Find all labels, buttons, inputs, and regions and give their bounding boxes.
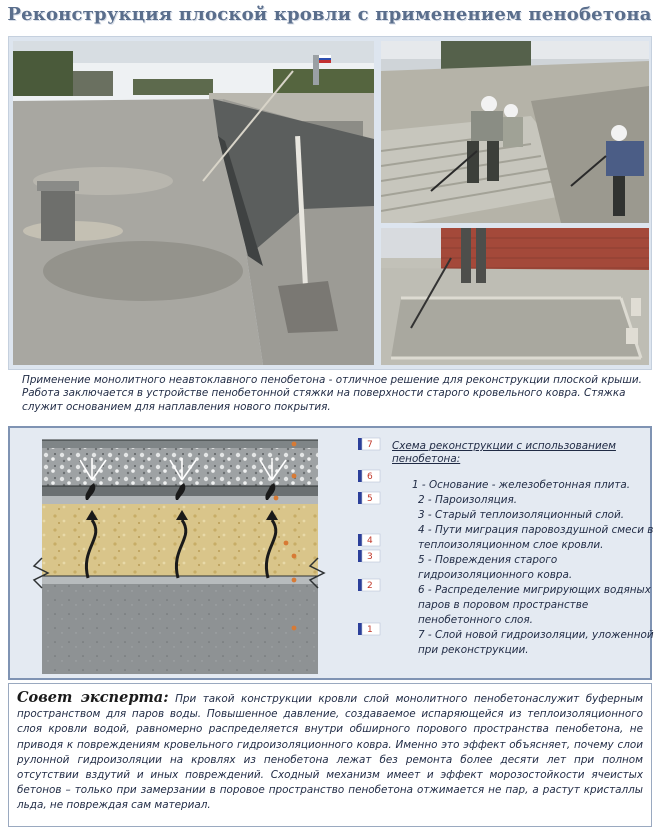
screed-formwork-photo: [381, 228, 649, 365]
expert-advice-text: [17, 690, 643, 814]
scheme-legend: [392, 440, 654, 658]
marker-4: [358, 534, 380, 546]
marker-1: [358, 623, 380, 635]
svg-text:4: 4: [367, 536, 373, 546]
expert-advice-heading: Совет эксперта:: [17, 689, 169, 706]
svg-text:3: 3: [367, 552, 373, 562]
legend-item: 7 - Слой новой гидроизоляции, уложенной при реконструкции.: [418, 629, 654, 656]
layer-vapor-barrier: [42, 576, 318, 584]
svg-text:6: 6: [367, 472, 373, 482]
marker-7: [358, 438, 380, 450]
workers-pouring-photo: [381, 41, 649, 223]
legend-item: 2 - Пароизоляция.: [418, 494, 518, 506]
legend-item: 6 - Распределение мигрирующих водяных паров в поровом пространстве пенобетонного слоя.: [418, 584, 651, 626]
marker-3: [358, 550, 380, 562]
marker-6: [358, 470, 380, 482]
legend-item: 1 - Основание - железобетонная плита.: [412, 479, 631, 491]
expert-advice-body: При такой конструкции кровли слой монолитного пенобетонаслужит буферным пространством для паров воды. Повышенное давление, создаваемое испаряющейся из теплоизоляционного слоя кровли водой, равномерно распределяется внутри обширного порового пространства пенобетона, не приводя к повреждениям кровельного гидроизоляционного ковра. Именно это эффект объясняет, почему слои рулонной гидроизоляции на кровлях из пенобетона лежат без ремонта более десяти лет при полном отсутствии вздутий и иных повреждений. Сходный механизм имеет и эффект морозостойкости ячеистых бетонов – только при замерзании в поровое пространство пенобетона отжимается не пар, а растут кристаллы льда, не повреждая сам материал.: [17, 693, 643, 812]
old-roof-photo: [13, 41, 374, 365]
svg-text:5: 5: [367, 494, 373, 504]
roof-layers-diagram: [10, 428, 390, 678]
marker-5: [358, 492, 380, 504]
legend-item: 5 - Повреждения старого гидроизоляционного ковра.: [418, 554, 573, 581]
marker-2: [358, 579, 380, 591]
legend-item: 3 - Старый теплоизоляционный слой.: [418, 509, 625, 521]
legend-item: 4 - Пути миграция паровоздушной смеси в теплоизоляционном слое кровли.: [418, 524, 654, 551]
layer-concrete-slab: [42, 584, 318, 674]
photo-caption: Применение монолитного неавтоклавного пенобетона - отличное решение для реконструкции плоской крыши. Работа заключается в устройстве пенобетонной стяжки на поверхности старого кровельного ковра. Стяжка служит основанием для наплавления нового покрытия.: [22, 374, 642, 413]
svg-text:1: 1: [367, 625, 373, 635]
photo-collage: [8, 36, 652, 370]
page-title: Реконструкция плоской кровли с применением пенобетона: [7, 4, 652, 25]
svg-text:2: 2: [367, 581, 373, 591]
legend-title: Схема реконструкции с использованием пенобетона:: [392, 440, 616, 465]
layer-new-waterproofing: [42, 440, 318, 448]
svg-text:7: 7: [367, 440, 373, 450]
